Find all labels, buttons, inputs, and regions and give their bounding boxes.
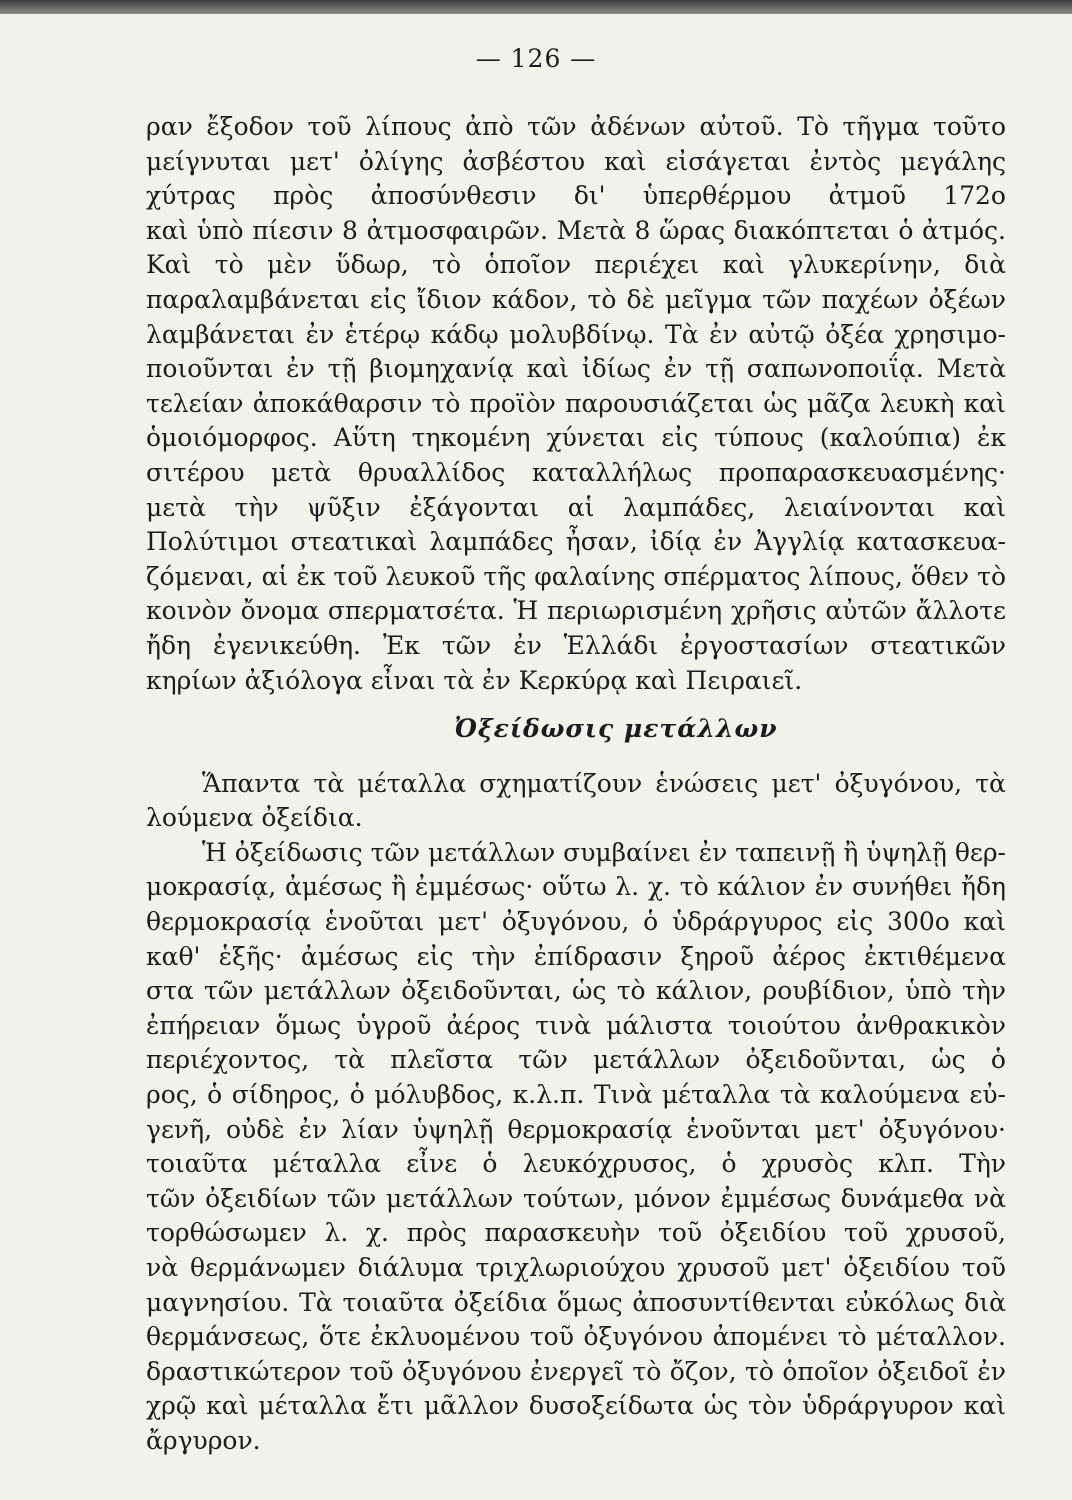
text-line: ραν ἔξοδον τοῦ λίπους ἀπὸ τῶν ἀδένων αὐτοῦ. Τὸ τῆγμα τοῦτο xyxy=(146,112,1006,141)
text-line: καθ' ἑξῆς· ἀμέσως εἰς τὴν ἐπίδρασιν ξηροῦ ἀέρος ἐκτιθέμενα xyxy=(146,941,1006,971)
text-line: ὁμοιόμορφος. Αὕτη τηκομένη χύνεται εἰς τύπους (καλούπια) ἐκ xyxy=(146,423,1006,453)
text-line: κηρίων ἀξιόλογα εἶναι τὰ ἐν Κερκύρᾳ καὶ Πειραιεῖ. xyxy=(146,665,803,695)
text-line: σιτέρου μετὰ θρυαλλίδος καταλλήλως προπαρασκευασμένης· xyxy=(146,457,1006,487)
text-line: μοκρασίᾳ, ἀμέσως ἢ ἐμμέσως· οὕτω λ. χ. τὸ κάλιον ἐν συνήθει ἤδη xyxy=(146,872,1006,902)
text-line: δραστικώτερον τοῦ ὀξυγόνου ἐνεργεῖ τὸ ὄζον, τὸ ὁποῖον ὀξειδοῖ ἐν xyxy=(146,1356,1006,1386)
text-line: λούμενα ὀξείδια. xyxy=(146,803,363,833)
text-line: παραλαμβάνεται εἰς ἴδιον κάδον, τὸ δὲ μεῖγμα τῶν παχέων ὀξέων xyxy=(146,284,1006,314)
text-line: Ἡ ὀξείδωσις τῶν μετάλλων συμβαίνει ἐν ταπεινῇ ἢ ὑψηλῇ θερ- xyxy=(202,837,1006,867)
text-line: θερμάνσεως, ὅτε ἐκλυομένου τοῦ ὀξυγόνου ἀπομένει τὸ μέταλλον. xyxy=(146,1322,1006,1352)
paragraph-oxides-intro xyxy=(146,767,1006,836)
text-line: τῶν ὀξειδίων τῶν μετάλλων τούτων, μόνον ἐμμέσως δυνάμεθα νὰ xyxy=(146,1183,1006,1213)
text-line: νὰ θερμάνωμεν διάλυμα τριχλωριούχου χρυσοῦ μετ' ὀξειδίου τοῦ xyxy=(146,1253,1006,1282)
section-heading: Ὀξείδωσις μετάλλων xyxy=(454,714,778,744)
text-line: χύτρας πρὸς ἀποσύνθεσιν δι' ὑπερθέρμου ἀτμοῦ 172ο xyxy=(146,181,1006,211)
text-line: περιέχοντος, τὰ πλεῖστα τῶν μετάλλων ὀξειδοῦνται, ὡς ὁ xyxy=(146,1045,1006,1075)
text-line: Ἅπαντα τὰ μέταλλα σχηματίζουν ἑνώσεις μετ' ὀξυγόνου, τὰ xyxy=(202,768,1006,798)
text-line: ἤδη ἐγενικεύθη. Ἐκ τῶν ἐν Ἑλλάδι ἐργοστασίων στεατικῶν xyxy=(146,630,1006,660)
text-line: στα τῶν μετάλλων ὀξειδοῦνται, ὡς τὸ κάλιον, ρουβίδιον, ὑπὸ τὴν xyxy=(146,976,1006,1006)
text-line: θερμοκρασίᾳ ἑνοῦται μετ' ὀξυγόνου, ὁ ὑδράργυρος εἰς 300ο καὶ xyxy=(146,907,1006,937)
text-line: τορθώσωμεν λ. χ. πρὸς παρασκευὴν τοῦ ὀξειδίου τοῦ χρυσοῦ, xyxy=(146,1218,1006,1248)
text-line: ποιοῦνται ἐν τῇ βιομηχανίᾳ καὶ ἰδίως ἐν τῇ σαπωνοποιΐᾳ. Μετὰ xyxy=(146,354,1006,384)
text-line: ρος, ὁ σίδηρος, ὁ μόλυβδος, κ.λ.π. Τινὰ μέταλλα τὰ καλούμενα εὐ- xyxy=(146,1080,1006,1110)
text-line: κοινὸν ὄνομα σπερματσέτα. Ἡ περιωρισμένη χρῆσις αὐτῶν ἄλλοτε xyxy=(146,596,1006,626)
page-number: — 126 — xyxy=(475,44,597,73)
text-line: ζόμεναι, αἱ ἐκ τοῦ λευκοῦ τῆς φαλαίνης σπέρματος λίπους, ὅθεν τὸ xyxy=(146,561,1006,591)
text-line: Καὶ τὸ μὲν ὕδωρ, τὸ ὁποῖον περιέχει καὶ γλυκερίνην, διὰ xyxy=(146,250,1006,280)
page-body xyxy=(146,110,1006,1459)
paragraph-candles xyxy=(146,110,1006,698)
paragraph-oxidation xyxy=(146,836,1006,1459)
text-line: καὶ ὑπὸ πίεσιν 8 ἀτμοσφαιρῶν. Μετὰ 8 ὥρας διακόπτεται ὁ ἀτμός. xyxy=(146,215,1006,245)
text-line: μετὰ τὴν ψῦξιν ἐξάγονται αἱ λαμπάδες, λειαίνονται καὶ xyxy=(146,492,1006,522)
text-line: τελείαν ἀποκάθαρσιν τὸ προϊὸν παρουσιάζεται ὡς μᾶζα λευκὴ καὶ xyxy=(146,388,1006,418)
text-line: μαγνησίου. Τὰ τοιαῦτα ὀξείδια ὅμως ἀποσυντίθενται εὐκόλως διὰ xyxy=(146,1287,1006,1317)
text-line: λαμβάνεται ἐν ἑτέρῳ κάδῳ μολυβδίνῳ. Τὰ ἐν αὐτῷ ὀξέα χρησιμο- xyxy=(146,319,1006,349)
text-line: Πολύτιμοι στεατικαὶ λαμπάδες ἦσαν, ἰδίᾳ ἐν Ἀγγλίᾳ κατασκευα- xyxy=(146,527,1006,557)
text-line: μείγνυται μετ' ὀλίγης ἀσβέστου καὶ εἰσάγεται ἐντὸς μεγάλης xyxy=(146,146,1006,176)
text-line: ἄργυρον. xyxy=(146,1425,261,1455)
text-line: γενῆ, οὐδὲ ἐν λίαν ὑψηλῇ θερμοκρασίᾳ ἑνοῦνται μετ' ὀξυγόνου· xyxy=(146,1114,1006,1144)
text-line: χρῷ καὶ μέταλλα ἔτι μᾶλλον δυσοξείδωτα ὡς τὸν ὑδράργυρον καὶ xyxy=(146,1391,1006,1421)
text-line: τοιαῦτα μέταλλα εἶνε ὁ λευκόχρυσος, ὁ χρυσὸς κλπ. Τὴν xyxy=(146,1149,1006,1179)
text-line: ἐπήρειαν ὅμως ὑγροῦ ἀέρος τινὰ μάλιστα τοιούτου ἀνθρακικὸν xyxy=(146,1010,1006,1040)
scan-top-edge xyxy=(0,0,1072,14)
